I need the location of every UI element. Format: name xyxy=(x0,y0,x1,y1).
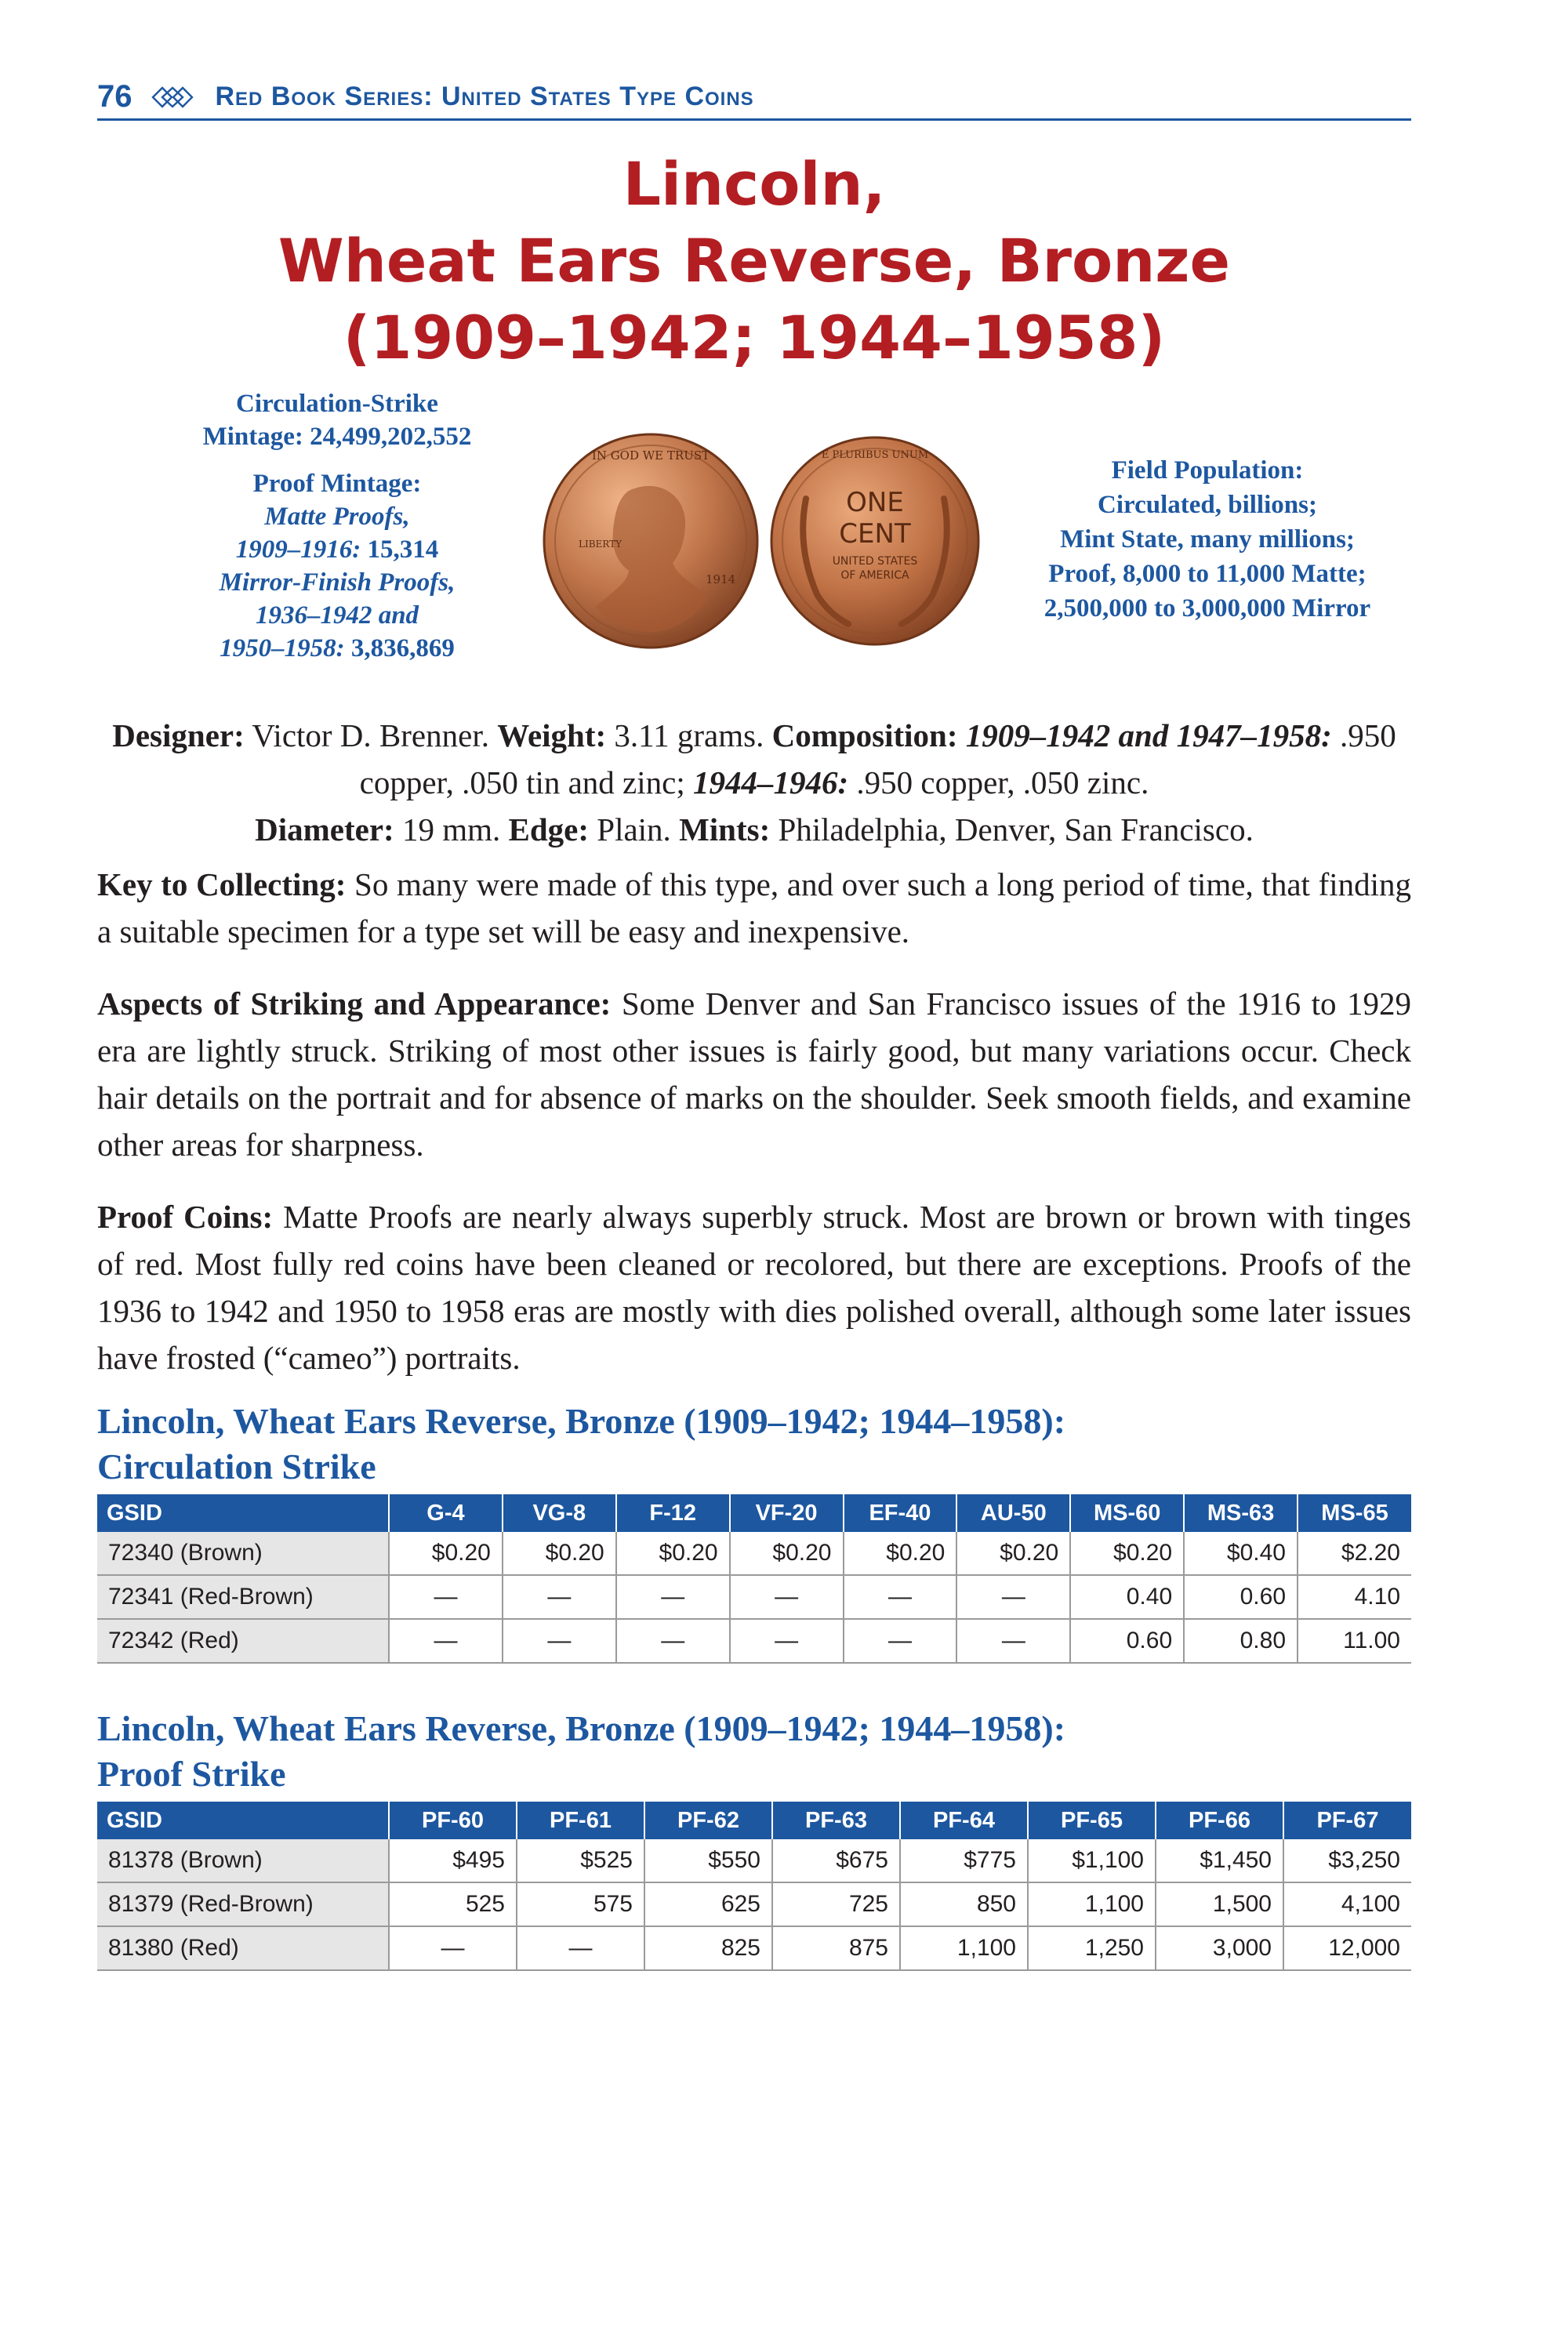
circulation-strike-table xyxy=(97,1494,1411,1664)
proof-strike-table xyxy=(97,1802,1411,1971)
value-cell: 0.60 xyxy=(1070,1619,1184,1663)
value-cell: 725 xyxy=(772,1882,900,1926)
proof-coins-label: Proof Coins: xyxy=(97,1199,274,1235)
value-cell: — xyxy=(503,1575,616,1619)
value-cell: $1,450 xyxy=(1156,1839,1283,1882)
composition-label: Composition: xyxy=(771,717,958,753)
obverse-liberty: LIBERTY xyxy=(579,539,622,550)
column-header: PF-64 xyxy=(900,1802,1028,1839)
edge-label: Edge: xyxy=(508,811,590,848)
value-cell: 525 xyxy=(389,1882,517,1926)
proof-mintage-label: Proof Mintage: xyxy=(252,470,422,498)
circulation-mintage-value: Mintage: 24,499,202,552 xyxy=(202,423,472,451)
row-label-cell: 72340 (Brown) xyxy=(97,1532,389,1575)
value-cell: 1,500 xyxy=(1156,1882,1283,1926)
value-cell: — xyxy=(730,1619,844,1663)
series-title: Red Book Series: United States Type Coins xyxy=(215,82,754,111)
value-cell: — xyxy=(389,1619,503,1663)
mirror-proofs-years-1: 1936–1942 and xyxy=(255,601,419,630)
reverse-cent: CENT xyxy=(839,518,911,550)
column-header: G-4 xyxy=(389,1494,503,1532)
value-cell: 850 xyxy=(900,1882,1028,1926)
value-cell: $3,250 xyxy=(1283,1839,1411,1882)
proof-heading-line-1: Lincoln, Wheat Ears Reverse, Bronze (1909–1942; 1944–1958): xyxy=(97,1708,1066,1748)
value-cell: 575 xyxy=(517,1882,644,1926)
composition-years-1: 1909–1942 and 1947–1958: xyxy=(965,717,1332,753)
value-cell: — xyxy=(730,1575,844,1619)
table-header-row xyxy=(97,1494,1411,1532)
circulation-heading-line-2: Circulation Strike xyxy=(97,1446,376,1486)
composition-value-1: .950 copper, .050 tin and zinc; xyxy=(359,717,1396,800)
column-header: AU-50 xyxy=(956,1494,1070,1532)
composition-value-2: .950 copper, .050 zinc. xyxy=(856,764,1149,800)
table-row xyxy=(97,1532,1411,1575)
value-cell: 0.40 xyxy=(1070,1575,1184,1619)
obverse-date: 1914 xyxy=(706,572,736,586)
value-cell: 0.60 xyxy=(1184,1575,1298,1619)
column-header: MS-65 xyxy=(1298,1494,1411,1532)
mirror-proofs-years-2: 1950–1958: xyxy=(220,634,345,662)
value-cell: 0.80 xyxy=(1184,1619,1298,1663)
column-header: PF-65 xyxy=(1028,1802,1156,1839)
mints-value: Philadelphia, Denver, San Francisco. xyxy=(778,811,1254,848)
table-row xyxy=(97,1575,1411,1619)
column-header: VG-8 xyxy=(503,1494,616,1532)
proof-coins-text: Matte Proofs are nearly always superbly struck. Most are brown or brown with tinges of red. Most fully red coins have been cleaned or recolored, but there are exceptions. Proofs of the 1936 to 1942 and 1950 to 1958 eras are mostly with dies polished overall, although some later issues have frosted (“cameo”) portraits. xyxy=(97,1199,1411,1376)
column-header: F-12 xyxy=(616,1494,730,1532)
column-header: GSID xyxy=(97,1494,389,1532)
value-cell: 875 xyxy=(772,1926,900,1970)
reverse-one: ONE xyxy=(846,487,904,518)
circulation-strike-heading xyxy=(97,1399,1411,1490)
value-cell: — xyxy=(389,1926,517,1970)
row-label-cell: 72341 (Red-Brown) xyxy=(97,1575,389,1619)
value-cell: 4,100 xyxy=(1283,1882,1411,1926)
circulation-mintage-label: Circulation-Strike xyxy=(236,390,438,418)
key-to-collecting xyxy=(97,861,1411,955)
diameter-value: 19 mm. xyxy=(401,811,501,848)
value-cell: $1,100 xyxy=(1028,1839,1156,1882)
column-header: PF-61 xyxy=(517,1802,644,1839)
field-population-circulated: Circulated, billions; xyxy=(1098,491,1317,519)
specifications xyxy=(97,712,1411,853)
value-cell: — xyxy=(844,1619,957,1663)
table-row xyxy=(97,1882,1411,1926)
row-label-cell: 81379 (Red-Brown) xyxy=(97,1882,389,1926)
matte-proofs-value: 15,314 xyxy=(367,535,439,564)
field-population-proof-mirror: 2,500,000 to 3,000,000 Mirror xyxy=(1044,594,1371,622)
value-cell: $775 xyxy=(900,1839,1028,1882)
column-header: MS-60 xyxy=(1070,1494,1184,1532)
value-cell: $550 xyxy=(644,1839,772,1882)
column-header: PF-63 xyxy=(772,1802,900,1839)
aspects-of-striking-label: Aspects of Striking and Appearance: xyxy=(97,985,612,1022)
value-cell: 11.00 xyxy=(1298,1619,1411,1663)
matte-proofs-years: 1909–1916: xyxy=(235,535,361,564)
title-line-2: Wheat Ears Reverse, Bronze xyxy=(278,226,1231,296)
value-cell: $0.20 xyxy=(1070,1532,1184,1575)
proof-coins xyxy=(97,1193,1411,1381)
value-cell: 1,250 xyxy=(1028,1926,1156,1970)
value-cell: $0.20 xyxy=(730,1532,844,1575)
value-cell: 4.10 xyxy=(1298,1575,1411,1619)
column-header: PF-67 xyxy=(1283,1802,1411,1839)
value-cell: — xyxy=(616,1619,730,1663)
title-line-1: Lincoln, xyxy=(622,149,886,219)
value-cell: 12,000 xyxy=(1283,1926,1411,1970)
value-cell: $675 xyxy=(772,1839,900,1882)
value-cell: — xyxy=(517,1926,644,1970)
value-cell: — xyxy=(616,1575,730,1619)
row-label-cell: 81378 (Brown) xyxy=(97,1839,389,1882)
field-population-proof-matte: Proof, 8,000 to 11,000 Matte; xyxy=(1048,560,1367,588)
value-cell: — xyxy=(956,1619,1070,1663)
value-cell: $2.20 xyxy=(1298,1532,1411,1575)
obverse-motto: IN GOD WE TRUST xyxy=(591,448,710,463)
value-cell: — xyxy=(389,1575,503,1619)
row-label-cell: 81380 (Red) xyxy=(97,1926,389,1970)
value-cell: 825 xyxy=(644,1926,772,1970)
value-cell: $0.20 xyxy=(844,1532,957,1575)
table-row xyxy=(97,1839,1411,1882)
circulation-heading-line-1: Lincoln, Wheat Ears Reverse, Bronze (1909–1942; 1944–1958): xyxy=(97,1401,1066,1441)
lincoln-obverse-coin-icon xyxy=(544,434,757,648)
column-header: PF-60 xyxy=(389,1802,517,1839)
value-cell: $0.20 xyxy=(956,1532,1070,1575)
proof-heading-line-2: Proof Strike xyxy=(97,1754,286,1794)
weight-value: 3.11 grams. xyxy=(614,717,764,753)
mirror-proofs-value: 3,836,869 xyxy=(350,634,455,662)
edge-value: Plain. xyxy=(597,811,671,848)
column-header: MS-63 xyxy=(1184,1494,1298,1532)
table-row xyxy=(97,1926,1411,1970)
page-title xyxy=(97,146,1411,376)
designer-value: Victor D. Brenner. xyxy=(252,717,489,753)
table-header-row xyxy=(97,1802,1411,1839)
page-number: 76 xyxy=(97,79,132,114)
mintage-block xyxy=(157,387,517,665)
value-cell: $0.20 xyxy=(389,1532,503,1575)
value-cell: — xyxy=(844,1575,957,1619)
column-header: GSID xyxy=(97,1802,389,1839)
diameter-label: Diameter: xyxy=(255,811,394,848)
wheat-reverse-coin-icon xyxy=(771,437,978,644)
value-cell: $495 xyxy=(389,1839,517,1882)
field-population-mint-state: Mint State, many millions; xyxy=(1060,525,1355,554)
field-population-label: Field Population: xyxy=(1111,456,1304,485)
value-cell: — xyxy=(956,1575,1070,1619)
reverse-of-america: OF AMERICA xyxy=(840,569,909,582)
value-cell: 1,100 xyxy=(1028,1882,1156,1926)
weight-label: Weight: xyxy=(497,717,607,753)
column-header: VF-20 xyxy=(730,1494,844,1532)
reverse-united-states: UNITED STATES xyxy=(832,555,918,568)
title-line-3: (1909–1942; 1944–1958) xyxy=(343,303,1166,372)
reverse-motto: E PLURIBUS UNUM xyxy=(821,449,929,461)
value-cell: $525 xyxy=(517,1839,644,1882)
value-cell: 3,000 xyxy=(1156,1926,1283,1970)
value-cell: $0.20 xyxy=(616,1532,730,1575)
key-to-collecting-label: Key to Collecting: xyxy=(97,866,347,902)
table-row xyxy=(97,1619,1411,1663)
proof-strike-heading xyxy=(97,1706,1411,1797)
column-header: EF-40 xyxy=(844,1494,957,1532)
value-cell: 1,100 xyxy=(900,1926,1028,1970)
row-label-cell: 72342 (Red) xyxy=(97,1619,389,1663)
composition-years-2: 1944–1946: xyxy=(692,764,849,800)
mirror-proofs-label: Mirror-Finish Proofs, xyxy=(219,568,456,597)
diamond-ornament-icon xyxy=(151,85,194,109)
value-cell: 625 xyxy=(644,1882,772,1926)
column-header: PF-66 xyxy=(1156,1802,1283,1839)
mints-label: Mints: xyxy=(679,811,771,848)
value-cell: — xyxy=(503,1619,616,1663)
running-head xyxy=(97,75,1411,121)
aspects-of-striking xyxy=(97,980,1411,1168)
aspects-of-striking-text: Some Denver and San Francisco issues of the 1916 to 1929 era are lightly struck. Striking of most other issues is fairly good, but many variations occur. Check hair details on the portrait and for absence of marks on the shoulder. Seek smooth fields, and examine other areas for sharpness. xyxy=(97,985,1412,1163)
field-population-block xyxy=(988,453,1427,626)
column-header: PF-62 xyxy=(644,1802,772,1839)
designer-label: Designer: xyxy=(112,717,245,753)
value-cell: $0.20 xyxy=(503,1532,616,1575)
matte-proofs-label: Matte Proofs, xyxy=(264,503,410,531)
key-to-collecting-text: So many were made of this type, and over such a long period of time, that finding a suitable specimen for a type set will be easy and inexpensive. xyxy=(97,866,1412,949)
value-cell: $0.40 xyxy=(1184,1532,1298,1575)
coin-images xyxy=(541,430,980,652)
